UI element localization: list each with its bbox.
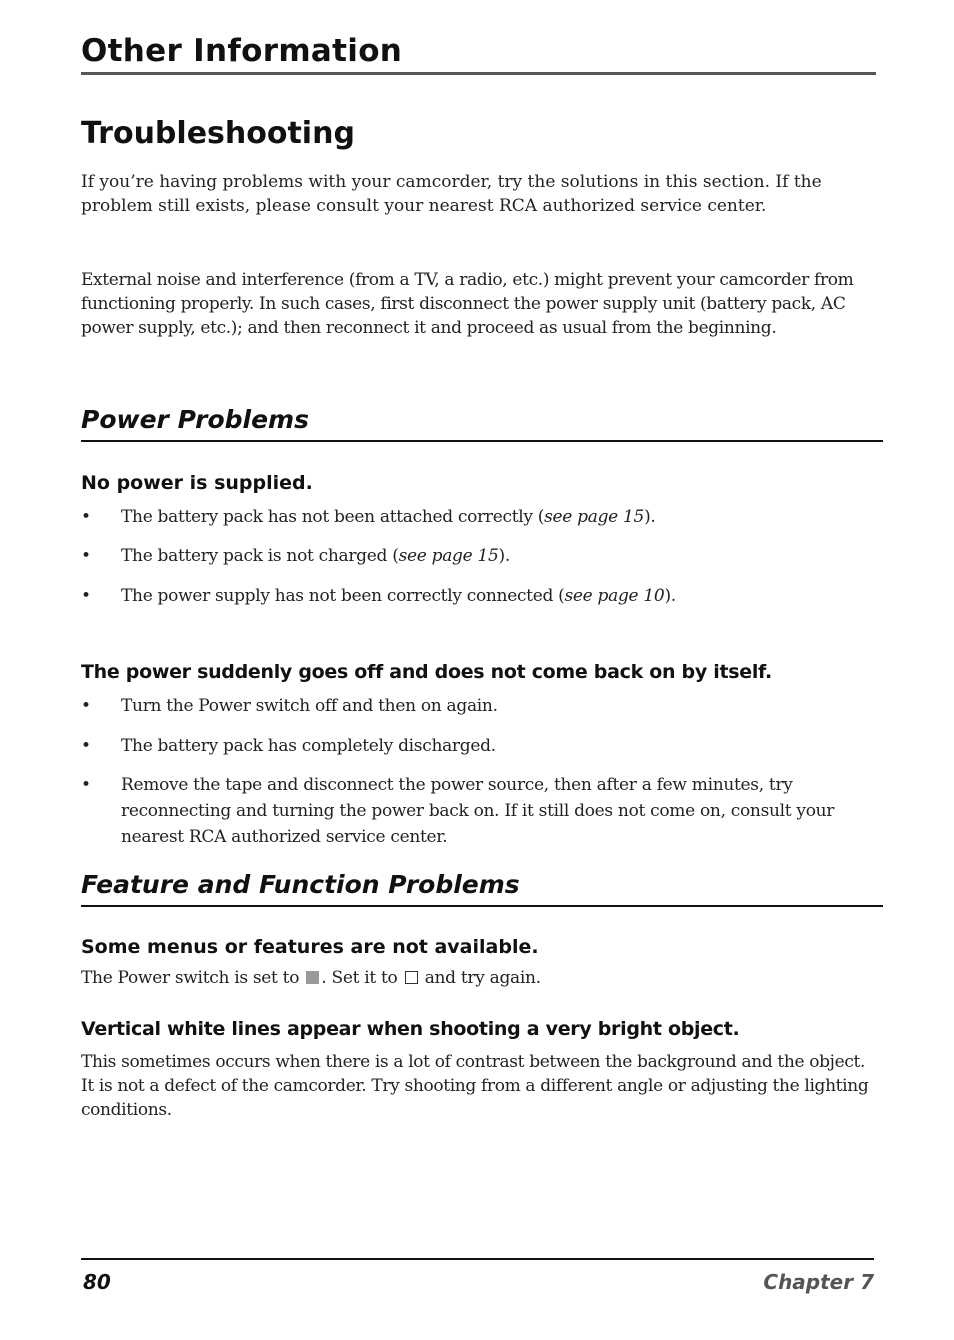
bullet-text-end: ). xyxy=(664,586,676,606)
no-power-heading: No power is supplied. xyxy=(81,472,313,494)
bullet-text: The battery pack has not been attached correctly ( xyxy=(121,507,545,527)
intro-paragraph: If you’re having problems with your camcorder, try the solutions in this section. If the problem still exists, please consult your nearest RCA authorized service center. xyxy=(81,172,822,216)
menus-text-a: The Power switch is set to xyxy=(81,968,300,988)
white-lines-heading: Vertical white lines appear when shooting a very bright object. xyxy=(81,1018,740,1040)
feature-problems-rule xyxy=(81,905,883,907)
power-problems-heading: Power Problems xyxy=(81,405,309,434)
bullet-text: The power supply has not been correctly connected ( xyxy=(121,586,565,606)
power-problems-rule xyxy=(81,440,883,442)
page-reference: see page 15 xyxy=(398,546,499,566)
menus-heading: Some menus or features are not available. xyxy=(81,936,539,958)
bullet-text: The battery pack has completely discharged. xyxy=(121,736,496,756)
menus-paragraph xyxy=(81,966,881,990)
bullet-icon: • xyxy=(81,696,92,716)
bullet-icon: • xyxy=(81,507,92,527)
bullet-icon: • xyxy=(81,736,92,756)
bullet-icon: • xyxy=(81,775,92,795)
power-off-heading: The power suddenly goes off and does not come back on by itself. xyxy=(81,661,772,683)
white-lines-paragraph: This sometimes occurs when there is a lot of contrast between the background and the object. It is not a defect of the camcorder. Try shooting from a different angle or adjusting the lighting conditions. xyxy=(81,1052,869,1120)
section-header: Other Information xyxy=(81,33,403,69)
feature-problems-heading: Feature and Function Problems xyxy=(81,870,520,899)
page-number: 80 xyxy=(83,1270,111,1294)
filled-square-mode-icon xyxy=(306,971,319,984)
outline-square-mode-icon xyxy=(405,971,418,984)
noise-note-paragraph: External noise and interference (from a TV, a radio, etc.) might prevent your camcorder from functioning properly. In such cases, first disconnect the power supply unit (battery pack, AC power supply, etc.); and then reconnect it and proceed as usual from the beginning. xyxy=(81,270,854,338)
menus-text-b: . Set it to xyxy=(321,968,398,988)
bullet-text: Turn the Power switch off and then on again. xyxy=(121,696,498,716)
page-title: Troubleshooting xyxy=(81,116,355,151)
bullet-text: The battery pack is not charged ( xyxy=(121,546,399,566)
bullet-text: Remove the tape and disconnect the power source, then after a few minutes, try reconnecting and turning the power back on. If it still does not come on, consult your nearest RCA authorized service center. xyxy=(121,775,835,847)
bullet-icon: • xyxy=(81,586,92,606)
menus-text-c: and try again. xyxy=(424,968,541,988)
page-reference: see page 10 xyxy=(564,586,665,606)
bullet-text-end: ). xyxy=(644,507,656,527)
bullet-icon: • xyxy=(81,546,92,566)
section-header-rule xyxy=(81,72,876,75)
footer-rule xyxy=(81,1258,874,1260)
page-reference: see page 15 xyxy=(544,507,645,527)
bullet-text-end: ). xyxy=(498,546,510,566)
chapter-label: Chapter 7 xyxy=(763,1270,874,1294)
